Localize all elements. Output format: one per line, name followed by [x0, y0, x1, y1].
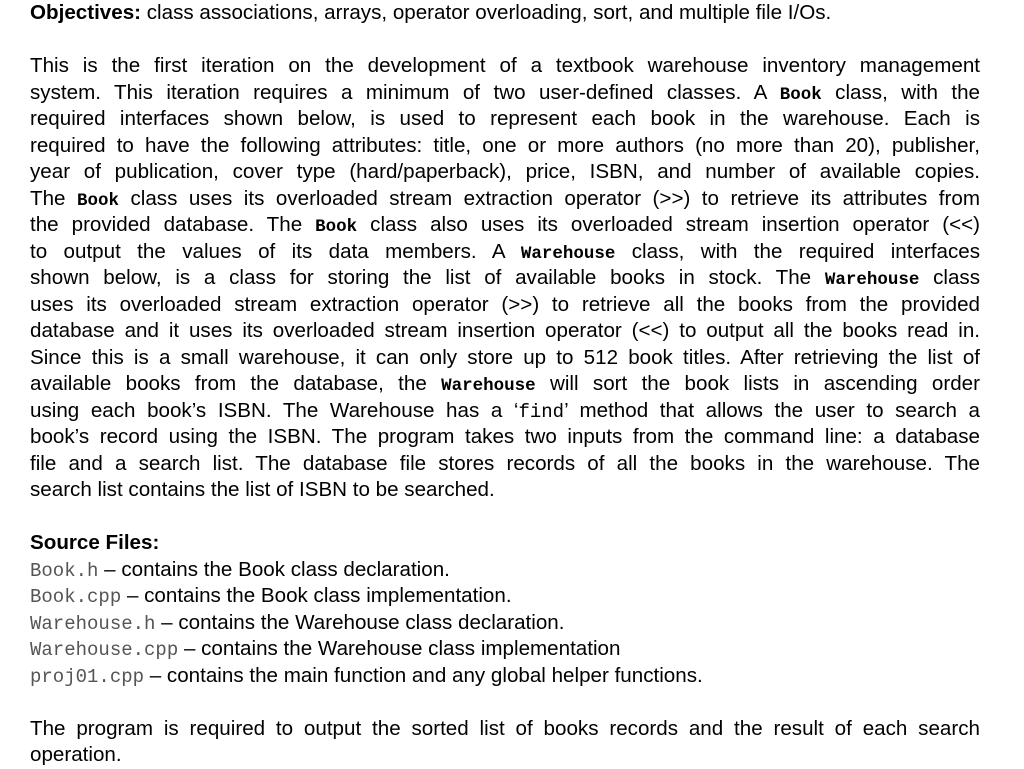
- description-line: to output the values of its data members. A Warehouse class, with the required interfaces: [30, 239, 980, 264]
- description-line: uses its overloaded stream extraction operator (>>) to retrieve all the books from the provided: [30, 292, 980, 316]
- code-warehouse: Warehouse: [824, 270, 920, 290]
- description-line: search list contains the list of ISBN to be searched.: [30, 478, 495, 501]
- description-line: the provided database. The Book class also uses its overloaded stream insertion operator (<<): [30, 213, 980, 237]
- description-line: Since this is a small warehouse, it can only store up to 512 book titles. After retrieving the list of: [30, 345, 980, 369]
- file-name: Book.h: [30, 559, 99, 582]
- description-line: year of publication, cover type (hard/paperback), price, ISBN, and number of available copies.: [30, 160, 980, 183]
- file-desc: – contains the Book class implementation.: [121, 584, 512, 607]
- description-paragraph: [30, 53, 980, 504]
- description-line: The Book class uses its overloaded stream extraction operator (>>) to retrieve its attributes from: [30, 186, 980, 211]
- description-line: required interfaces shown below, is used to represent each book in the warehouse. Each is: [30, 107, 980, 130]
- objectives-line: [30, 0, 980, 27]
- description-line: database and it uses its overloaded stream insertion operator (<<) to output all the books read in.: [30, 319, 980, 342]
- document-page: [30, 0, 980, 769]
- description-line: using each book’s ISBN. The Warehouse has a ‘find’ method that allows the user to search a: [30, 398, 980, 423]
- source-file-item: [30, 557, 980, 584]
- code-book: Book: [315, 217, 358, 237]
- source-file-item: [30, 610, 980, 637]
- file-desc: – contains the Warehouse class declaration.: [155, 610, 565, 634]
- file-name: Book.cpp: [30, 586, 122, 608]
- output-line: The program is required to output the sorted list of books records and the result of each search: [30, 716, 980, 740]
- description-line: This is the first iteration on the development of a textbook warehouse inventory management: [30, 54, 980, 77]
- source-file-item: [30, 663, 980, 690]
- description-line: shown below, is a class for storing the list of available books in stock. The Warehouse class: [30, 266, 980, 290]
- code-warehouse: Warehouse: [520, 243, 616, 264]
- code-warehouse: Warehouse: [441, 376, 536, 396]
- file-name: Warehouse.cpp: [30, 639, 179, 661]
- source-file-item: [30, 636, 980, 663]
- description-line: required to have the following attributes: title, one or more authors (no more than 20), publisher,: [30, 133, 980, 157]
- file-name: Warehouse.h: [30, 612, 156, 635]
- source-files-heading: Source Files:: [30, 531, 160, 554]
- file-desc: – contains the Warehouse class implementation: [178, 637, 621, 660]
- description-line: system. This iteration requires a minimum of two user-defined classes. A Book class, with the: [30, 80, 980, 105]
- code-book: Book: [779, 84, 822, 105]
- source-file-item: [30, 583, 980, 610]
- description-line: book’s record using the ISBN. The program takes two inputs from the command line: a database: [30, 425, 980, 448]
- source-files-section: [30, 530, 980, 689]
- description-line: available books from the database, the Warehouse will sort the book lists in ascending order: [30, 372, 980, 396]
- objectives-label: Objectives:: [30, 1, 142, 24]
- output-requirement-paragraph: [30, 716, 980, 769]
- file-name: proj01.cpp: [30, 665, 145, 688]
- file-desc: – contains the Book class declaration.: [98, 557, 450, 581]
- description-line: file and a search list. The database file stores records of all the books in the warehouse. The: [30, 451, 980, 475]
- output-line: operation.: [30, 743, 122, 766]
- code-find: find: [518, 400, 565, 423]
- objectives-text: class associations, arrays, operator overloading, sort, and multiple file I/Os.: [141, 1, 832, 24]
- file-desc: – contains the main function and any global helper functions.: [144, 663, 703, 687]
- code-book: Book: [76, 190, 119, 211]
